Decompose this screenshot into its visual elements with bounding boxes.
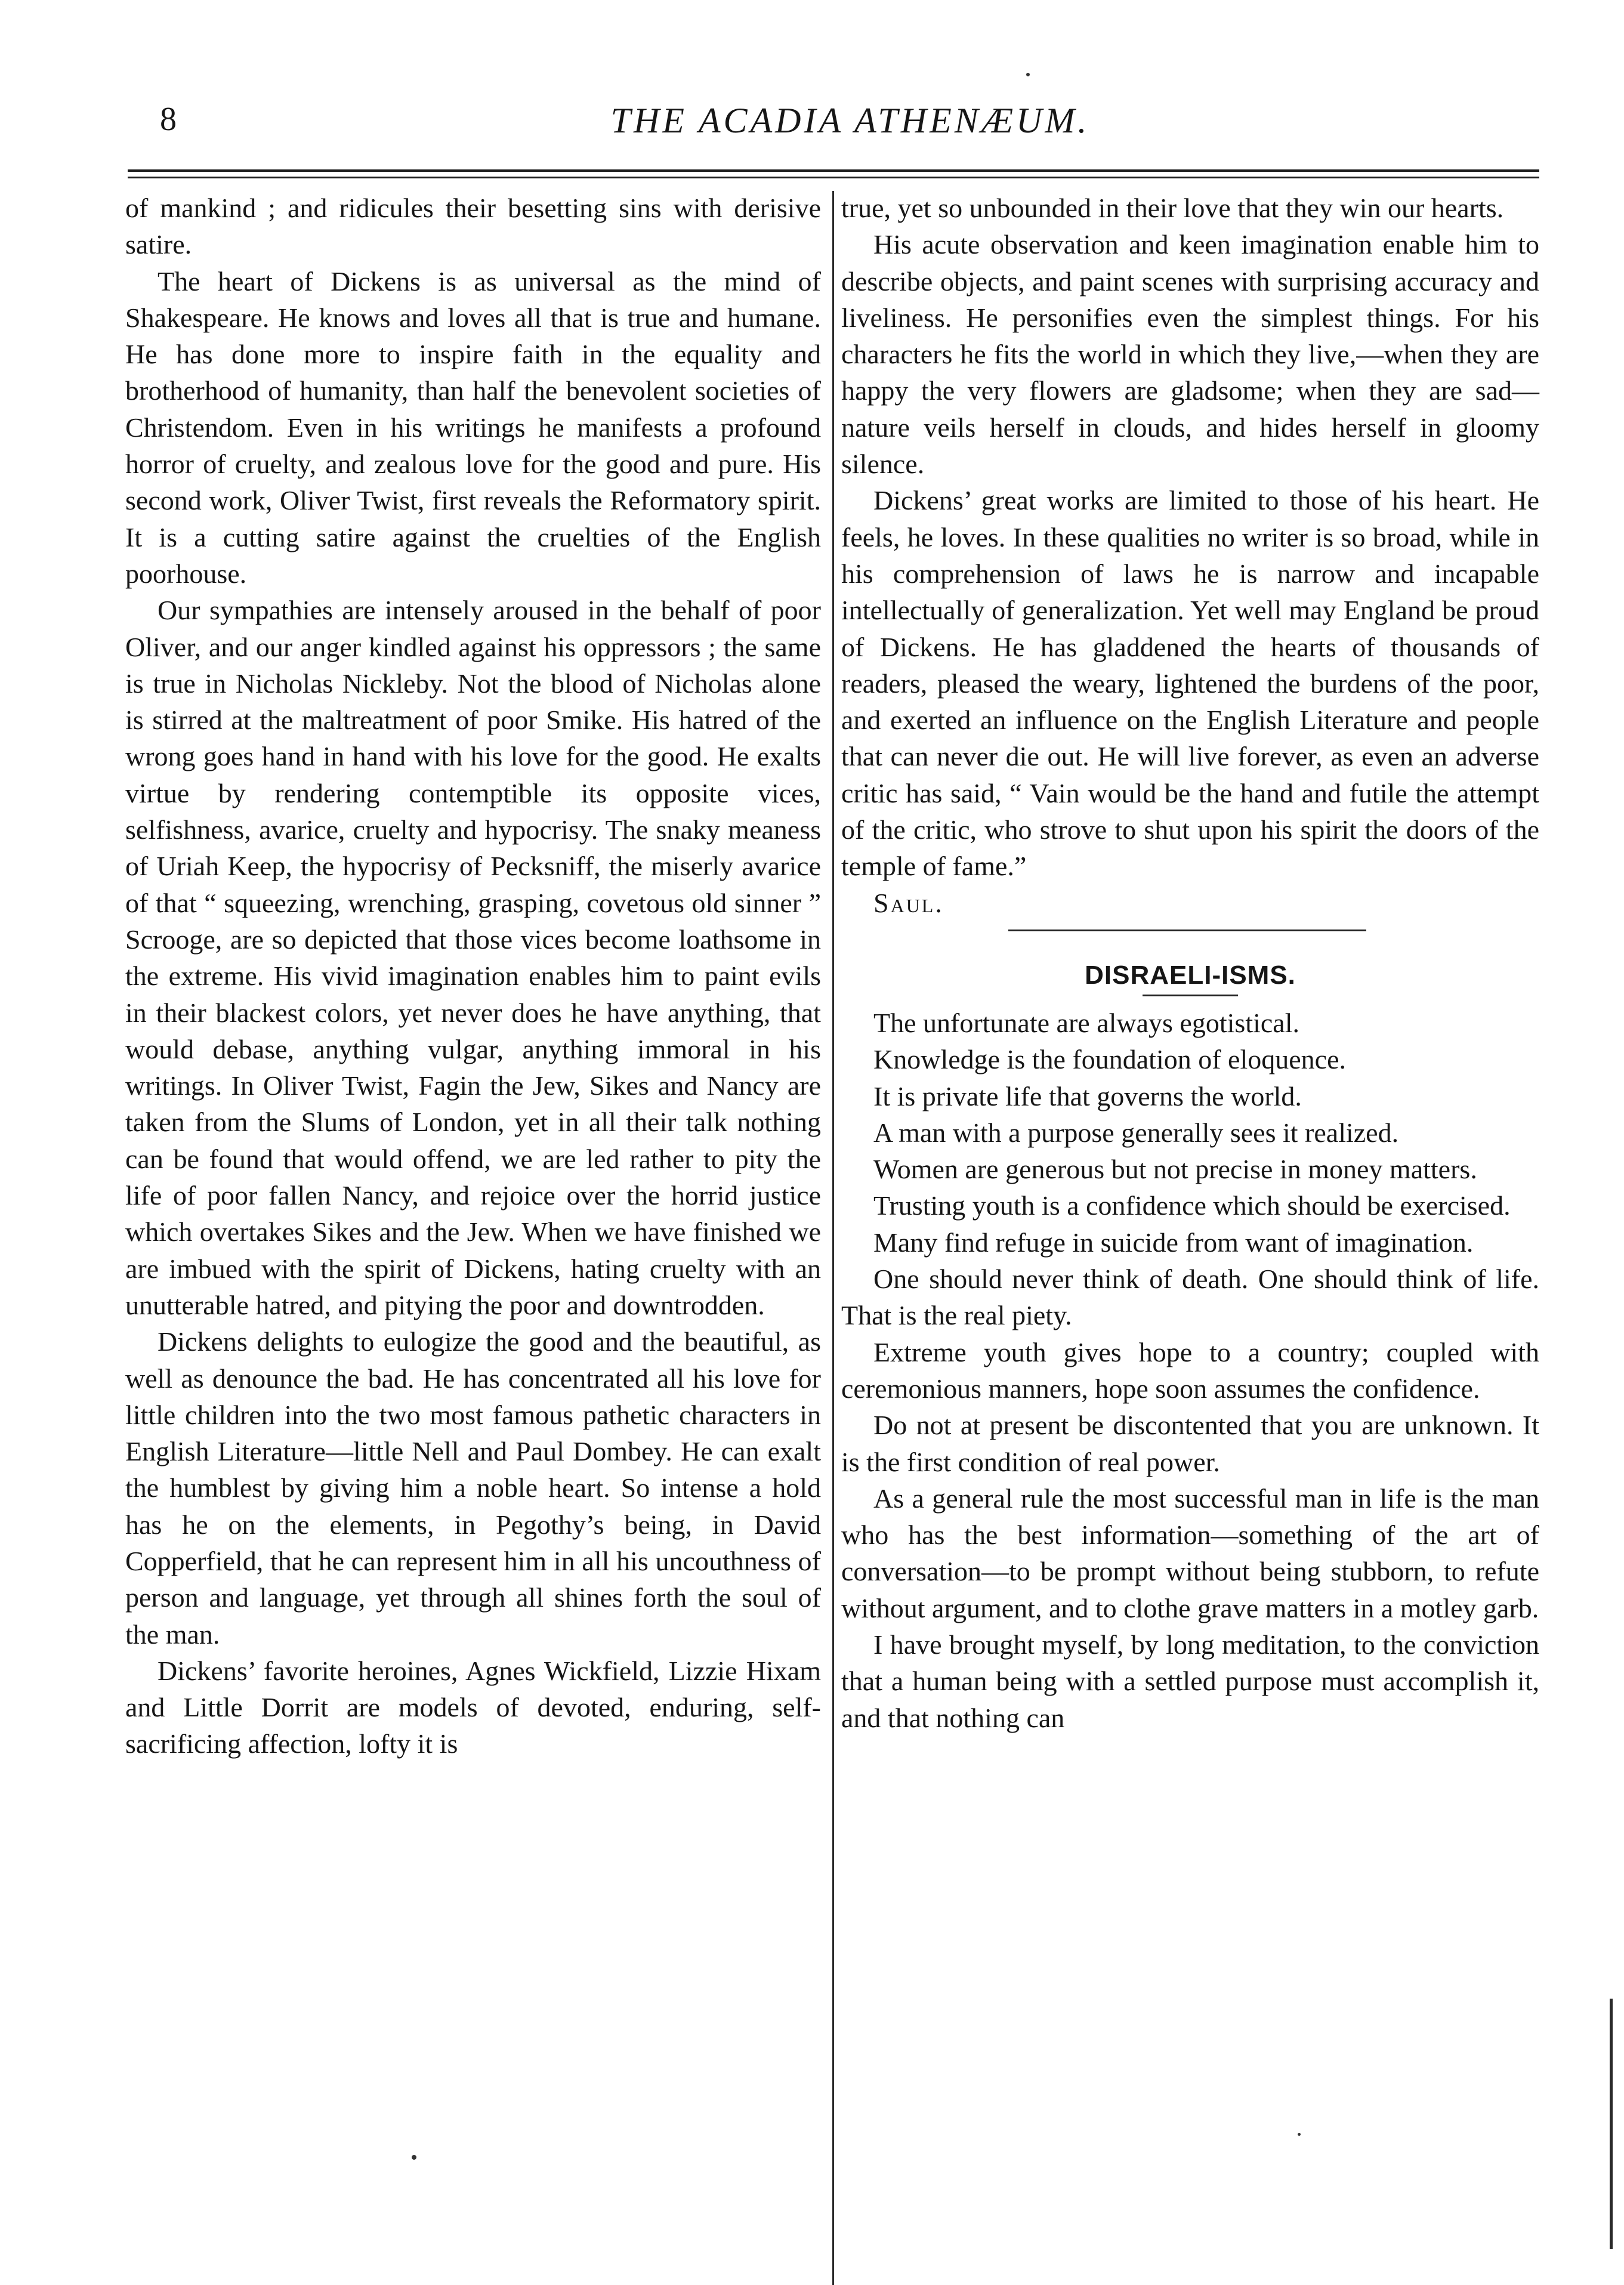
left-column [125,190,821,1762]
article-paragraph: of mankind ; and ridicules their besetting sins with derisive satire. [125,193,821,260]
article-paragraph: true, yet so unbounded in their love that they win our hearts. [841,193,1504,223]
header-rule-bottom [128,177,1539,178]
page-edge-mark [1610,1999,1613,2249]
article-paragraph: Dickens’ favorite heroines, Agnes Wickfield, Lizzie Hixam and Little Dorrit are models of devoted, enduring, self-sacrificing affection, lofty it is [125,1655,821,1759]
aphorism: Extreme youth gives hope to a country; coupled with ceremonious manners, hope soon assumes the confidence. [841,1336,1539,1404]
article-paragraph: His acute observation and keen imagination enable him to describe objects, and paint scenes with surprising accuracy and liveliness. He personifies even the simplest things. For his characters he fits the world in which they live,—when they are happy the very flowers are gladsome; when they are sad—nature veils herself in clouds, and hides herself in gloomy silence. [841,229,1539,480]
heading-underline [1143,995,1238,996]
header-rule-top [128,169,1539,172]
aphorism: Many find refuge in suicide from want of imagination. [873,1227,1474,1258]
section-separator-rule [1008,930,1366,931]
article-paragraph: Dickens’ great works are limited to those of his heart. He feels, he loves. In these qualities no writer is so broad, while in his comprehension of laws he is narrow and incapable intellectually of generalization. Yet well may England be proud of Dickens. He has gladdened the hearts of thousands of readers, pleased the weary, lightened the burdens of the poor, and exerted an influence on the English Literature and people that can never die out. He will live forever, as even an adverse critic has said, “ Vain would be the hand and futile the attempt of the critic, who strove to shut upon his spirit the doors of the temple of fame.” [841,485,1539,882]
aphorism: Do not at present be discontented that you are unknown. It is the first condition of real power. [841,1410,1539,1477]
aphorism: The unfortunate are always egotistical. [873,1007,1299,1038]
article-paragraph: The heart of Dickens is as universal as the mind of Shakespeare. He knows and loves all that is true and humane. He has done more to inspire faith in the equality and brotherhood of humanity, than half the benevolent societies of Christendom. Even in his writings he manifests a profound horror of cruelty, and zealous love for the good and pure. His second work, Oliver Twist, first reveals the Reformatory spirit. It is a cutting satire against the cruelties of the English poorhouse. [125,265,821,589]
aphorism: One should never think of death. One should think of life. That is the real piety. [841,1264,1539,1331]
aphorism: Knowledge is the foundation of eloquence. [873,1044,1346,1075]
print-speck [412,2155,416,2160]
right-column [841,190,1539,1736]
section-heading: DISRAELI-ISMS. [1085,960,1296,990]
column-divider [832,191,834,2285]
aphorism: I have brought myself, by long meditation, to the conviction that a human being with a settled purpose must accomplish it, and that nothing can [841,1629,1539,1733]
print-speck [1298,2133,1301,2136]
page-header-title: THE ACADIA ATHENÆUM. [610,101,1090,140]
aphorism: Women are generous but not precise in money matters. [873,1154,1477,1185]
page-number: 8 [160,101,177,138]
aphorism: A man with a purpose generally sees it realized. [873,1117,1399,1148]
article-signature: Saul. [873,887,944,918]
aphorism: Trusting youth is a confidence which should be exercised. [873,1190,1511,1221]
print-speck [1026,73,1030,76]
aphorism: It is private life that governs the world. [873,1080,1302,1111]
article-paragraph: Dickens delights to eulogize the good and the beautiful, as well as denounce the bad. He has concentrated all his love for little children into the two most famous pathetic characters in English Literature—little Nell and Paul Dombey. He can exalt the humblest by giving him a noble heart. So intense a hold has he on the elements, in Pegothy’s being, in David Copperfield, that he can represent him in all his uncouthness of person and language, yet through all shines forth the soul of the man. [125,1326,821,1650]
aphorism: As a general rule the most successful man in life is the man who has the best information—something of the art of conversation—to be prompt without being stubborn, to refute without argument, and to clothe grave matters in a motley garb. [841,1483,1539,1623]
article-paragraph: Our sympathies are intensely aroused in the behalf of poor Oliver, and our anger kindled against his oppressors ; the same is true in Nicholas Nickleby. Not the blood of Nicholas alone is stirred at the maltreatment of poor Smike. His hatred of the wrong goes hand in hand with his love for the good. He exalts virtue by rendering contemptible its opposite vices, selfishness, avarice, cruelty and hypocrisy. The snaky meaness of Uriah Keep, the hypocrisy of Pecksniff, the miserly avarice of that “ squeezing, wrenching, grasping, covetous old sinner ” Scrooge, are so depicted that those vices become loathsome in the extreme. His vivid imagination enables him to paint evils in their blackest colors, yet never does he have anything, that would debase, anything vulgar, anything immoral in his writings. In Oliver Twist, Fagin the Jew, Sikes and Nancy are taken from the Slums of London, yet in all their talk nothing can be found that would offend, we are led rather to pity the life of poor fallen Nancy, and rejoice over the horrid justice which overtakes Sikes and the Jew. When we have finished we are imbued with the spirit of Dickens, hating cruelty with an unutterable hatred, and pitying the poor and downtrodden. [125,595,821,1320]
